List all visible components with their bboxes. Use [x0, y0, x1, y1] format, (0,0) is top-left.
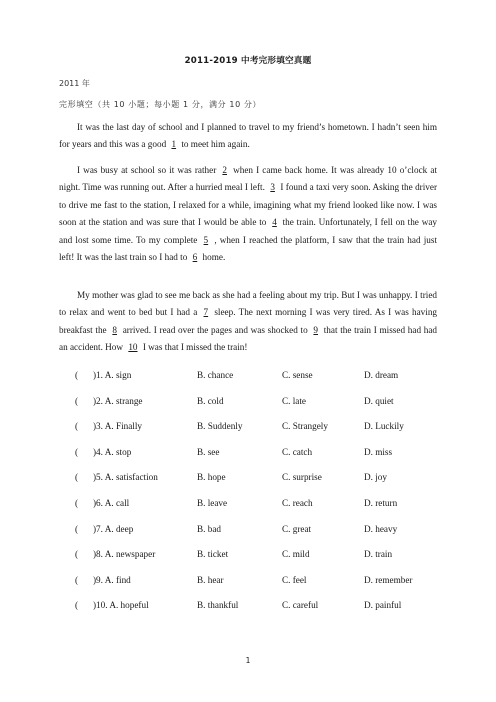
option-a: )5. A. satisfaction [93, 472, 158, 483]
passage-text: sleep. The next morning I was very tired. As I was having breakfast the [59, 307, 438, 335]
option-c: C. great [282, 523, 312, 534]
blank-3: 3 [270, 182, 275, 193]
answer-paren: ( [75, 395, 79, 406]
blank-7: 7 [203, 307, 209, 318]
passage-text: My mother was glad to see me back as she had a feeling about my trip. But I was unhappy. I tried to relax and went to bed but I had a [59, 290, 437, 318]
passage-text: I found a taxi very soon. Asking the driver to drive me fast to the station, I relaxed for a while, imagining what my friend looked like now. I was soon at the station and was sure that I would be able to [59, 182, 438, 228]
option-c: C. feel [282, 574, 307, 585]
option-d: D. train [364, 549, 393, 560]
answer-paren: ( [75, 421, 79, 432]
option-d: D. miss [364, 446, 393, 457]
option-b: B. hope [197, 472, 226, 483]
option-d: D. Luckily [364, 421, 404, 432]
option-b: B. hear [197, 574, 224, 585]
option-a: )8. A. newspaper [93, 549, 156, 560]
passage-text: that the train I missed had had an accident. How [59, 324, 438, 353]
year-label: 2011 年 [59, 79, 90, 88]
option-b: B. thankful [197, 600, 239, 611]
option-a: )9. A. find [93, 574, 131, 585]
passage-paragraph-3 [59, 287, 437, 357]
option-a: )4. A. stop [93, 446, 132, 457]
passage-text: , when I reached the platform, I saw that the train had just left! It was the last train so I had to [59, 234, 438, 263]
option-a: )1. A. sign [93, 370, 132, 380]
page-number: 1 [245, 656, 251, 665]
option-a: )6. A. call [93, 498, 130, 508]
option-c: C. reach [282, 498, 313, 508]
option-d: D. painful [364, 600, 402, 611]
answer-paren: ( [75, 446, 79, 457]
passage-text: home. [202, 252, 226, 263]
section-heading: 完形填空（共 10 小题；每小题 1 分，满分 10 分） [59, 100, 262, 109]
passage-text: It was the last day of school and I planned to travel to my friend’s hometown. I hadn’t seen him for years and this was a good [59, 122, 437, 150]
question-row [0, 421, 496, 435]
option-c: C. Strangely [282, 421, 328, 432]
question-row [0, 447, 496, 461]
blank-6: 6 [192, 252, 198, 263]
question-row [0, 370, 496, 384]
option-c: C. mild [282, 549, 310, 560]
option-c: C. careful [282, 600, 319, 611]
question-row [0, 524, 496, 538]
blank-5: 5 [203, 234, 209, 245]
blank-1: 1 [171, 139, 177, 150]
option-c: C. surprise [282, 472, 322, 483]
question-row [0, 549, 496, 563]
passage-text: when I came back home. It was already 10 o’clock at night. Time was running out. After a hurried meal I left. [59, 165, 437, 193]
answer-paren: ( [75, 498, 79, 508]
answer-paren: ( [75, 370, 79, 380]
option-a: )7. A. deep [93, 523, 134, 534]
option-d: D. dream [364, 370, 399, 380]
passage-text: I was that I missed the train! [142, 342, 248, 353]
option-c: C. late [282, 395, 306, 406]
option-b: B. chance [197, 370, 234, 380]
blank-9: 9 [313, 324, 318, 335]
question-row [0, 472, 496, 486]
answer-paren: ( [75, 600, 79, 611]
question-row [0, 396, 496, 410]
option-d: D. return [364, 498, 398, 508]
option-d: D. heavy [364, 523, 398, 534]
page-title: 2011-2019 中考完形填空真题 [184, 56, 312, 66]
passage-text: the train. Unfortunately, I fell on the way and lost some time. To my complete [59, 217, 437, 245]
passage-text: I was busy at school so it was rather [77, 165, 217, 175]
option-b: B. see [197, 446, 220, 457]
blank-10: 10 [128, 342, 138, 353]
answer-paren: ( [75, 574, 79, 585]
option-d: D. joy [364, 472, 387, 483]
passage-paragraph-1 [59, 119, 437, 154]
blank-2: 2 [222, 165, 227, 175]
passage-text: arrived. I read over the pages and was shocked to [122, 324, 308, 335]
blank-4: 4 [272, 217, 277, 228]
option-b: B. cold [197, 395, 224, 406]
option-a: )3. A. Finally [93, 421, 143, 432]
question-row [0, 600, 496, 614]
answer-paren: ( [75, 472, 79, 483]
passage-paragraph-2 [59, 162, 437, 266]
option-a: )2. A. strange [93, 395, 143, 406]
option-b: B. Suddenly [197, 421, 243, 432]
option-b: B. ticket [197, 549, 229, 560]
passage-text: to meet him again. [181, 139, 250, 150]
option-a: )10. A. hopeful [93, 600, 149, 611]
question-row [0, 575, 496, 589]
option-d: D. quiet [364, 395, 394, 406]
option-b: B. leave [197, 498, 228, 508]
option-b: B. bad [197, 523, 221, 534]
option-c: C. catch [282, 446, 313, 457]
question-row [0, 498, 496, 512]
option-d: D. remember [364, 574, 413, 585]
blank-8: 8 [112, 324, 117, 335]
option-c: C. sense [282, 370, 313, 380]
answer-paren: ( [75, 549, 79, 560]
answer-paren: ( [75, 523, 79, 534]
